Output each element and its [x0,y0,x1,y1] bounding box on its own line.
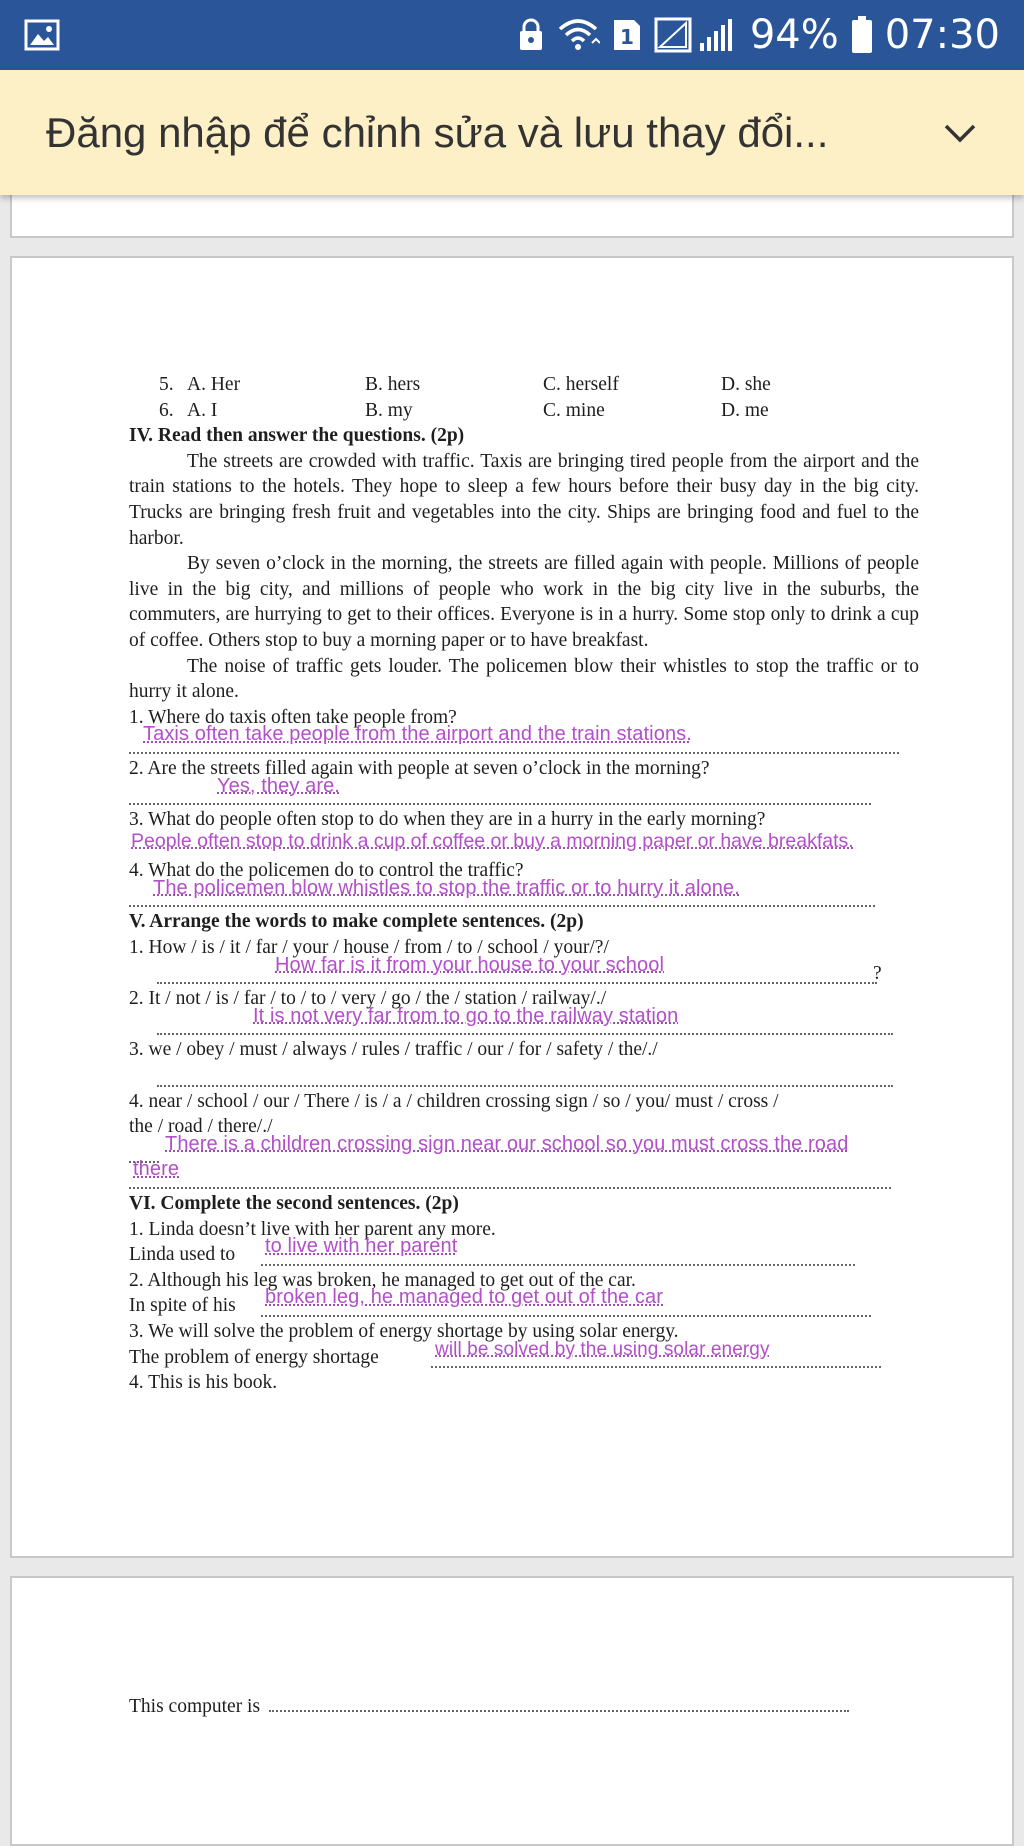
reading-answer-1-line [129,723,919,756]
sign-in-to-edit-banner[interactable] [0,70,1024,195]
banner-text: Đăng nhập để chỉnh sửa và lưu thay đổi... [46,108,829,156]
document-page-next [10,1576,1014,1846]
reading-question-4: 4. What do the policemen do to control the traffic? [129,860,524,882]
complete-answer-1: to live with her parent [265,1235,458,1258]
gallery-icon [24,19,60,51]
reading-answer-2: Yes, they are. [217,774,340,797]
complete-question-2: 2. Although his leg was broken, he managed to get out of the car. [129,1269,636,1291]
section-6-title: VI. Complete the second sentences. (2p) [129,1193,459,1214]
passage-paragraph-2: By seven o’clock in the morning, the streets are filled again with people. Millions of people live in the big city, and millions of people who work in the big city live in the suburbs, the commuters, are hurrying to get to their offices. Everyone is in a hurry. Some stop only to drink a cup of coffee. Others stop to buy a morning paper or to have breakfast. [129,553,919,651]
mc-question-5: 5. A. Her B. hers C. herself D. she [159,374,771,395]
arrange-answer-4-part-2: there [133,1158,180,1181]
signal-icon [654,17,738,53]
clock: 07:30 [884,12,1000,58]
battery-percent: 94% [749,12,839,58]
complete-question-4: 4. This is his book. [129,1372,278,1394]
chevron-down-icon[interactable] [940,113,980,153]
arrange-answer-1: How far is it from your house to your school [275,953,664,976]
reading-question-2: 2. Are the streets filled again with people at seven o’clock in the morning? [129,757,710,779]
mc-question-6: 6. A. I B. my C. mine D. me [159,399,769,421]
svg-text:1: 1 [619,25,634,49]
arrange-answer-3-line [129,1063,919,1089]
arrange-answer-4-line-1 [129,1132,919,1166]
reading-answer-3: People often stop to drink a cup of coffee or buy a morning paper or have breakfats. [131,829,854,852]
arrange-question-2: 2. It / not / is / far / to / to / very / go / the / station / railway/./ [129,988,607,1010]
section-4-title: IV. Read then answer the questions. (2p) [129,425,465,447]
arrange-question-4-line-1: 4. near / school / our / There / is / a / children crossing sign / so / you/ must / cross / [129,1090,779,1112]
complete-answer-1-line: Linda used to to live with her parent [129,1242,919,1268]
arrange-answer-4-line-2 [129,1158,919,1191]
complete-question-3: 3. We will solve the problem of energy shortage by using solar energy. [129,1320,679,1342]
arrange-answer-4-part-1: There is a children crossing sign near our school so you must cross the road [165,1132,849,1155]
arrange-question-3: 3. we / obey / must / always / rules / traffic / our / for / safety / the/./ [129,1039,658,1061]
reading-question-1: 1. Where do taxis often take people from? [129,706,457,728]
section-5-title: V. Arrange the words to make complete sentences. (2p) [129,911,584,933]
arrange-answer-1-line: How far is it from your house to your school ? [129,961,919,987]
arrange-answer-2: It is not very far from to go to the railway station [253,1004,679,1027]
complete-answer-2: broken leg, he managed to get out of the car [265,1286,664,1309]
document-content [129,372,919,1396]
status-bar [0,0,1024,70]
complete-question-1: 1. Linda doesn’t live with her parent any more. [129,1218,496,1240]
sim-icon [612,18,642,52]
complete-answer-4-line: This computer is [129,1696,849,1718]
lock-icon [518,18,544,52]
complete-answer-3-line: The problem of energy shortage will be solved by the using solar energy [129,1345,919,1371]
arrange-question-1: 1. How / is / it / far / your / house / from / to / school / your/?/ [129,937,609,959]
reading-answer-1: Taxis often take people from the airport and the train stations. [143,723,692,746]
reading-question-3: 3. What do people often stop to do when they are in a hurry in the early morning? [129,809,766,831]
reading-answer-3-line [129,829,919,859]
arrange-question-4-line-2: the / road / there/./ [129,1116,273,1138]
wifi-icon [556,17,600,53]
passage-paragraph-1: The streets are crowded with traffic. Taxis are bringing tired people from the airport and the train stations to the hotels. They hope to sleep a few hours before their busy day in the big city. Trucks are bringing fresh fruit and vegetables into the city. Ships are bringing food and fuel to the harbor. [129,450,919,549]
complete-answer-2-line: In spite of his broken leg, he managed to get out of the car [129,1293,919,1319]
battery-icon [851,16,873,54]
passage-paragraph-3: The noise of traffic gets louder. The policemen blow their whistles to stop the traffic or to hurry it alone. [129,655,919,703]
document-page [10,256,1014,1558]
reading-answer-4-line [129,876,919,910]
reading-answer-4: The policemen blow whistles to stop the traffic or to hurry it alone. [153,876,740,899]
reading-answer-2-line [129,774,919,808]
complete-answer-3: will be solved by the using solar energy [435,1338,770,1360]
arrange-answer-2-line [129,1004,919,1038]
